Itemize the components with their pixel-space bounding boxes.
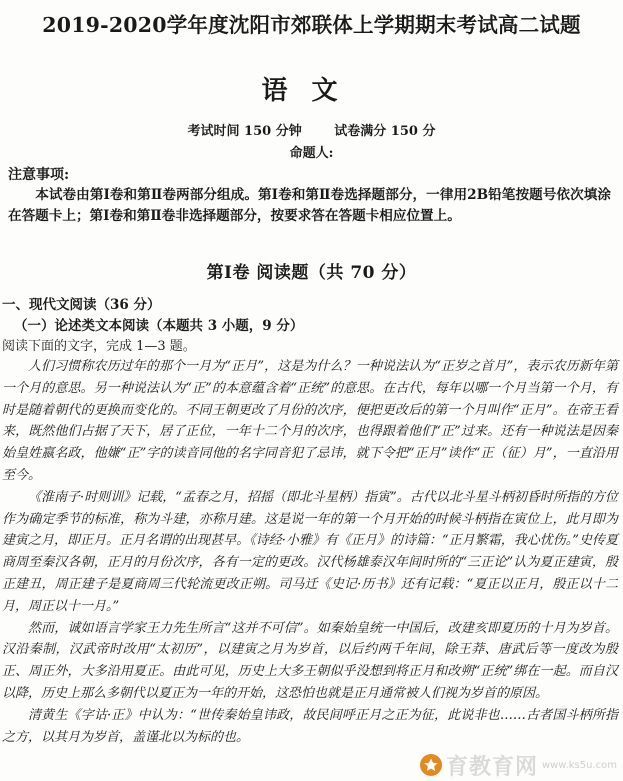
passage-paragraph: 人们习惯称农历过年的那个一月为“正月”，这是为什么？一种说法认为“正岁之首月”，表示农历新年第一个月的意思。另一种说法认为“正”的本意蕴含着“正统”的意思。在古代，每年以哪一个月当第一个月，有时是随着朝代的更换而变化的。不同王朝更改了月份的次序，便把更改后的第一个月叫作“正月”。在帝王看来，既然他们占据了天下，居了正位，一年十二个月的次序，也得跟着他们“正”过来。还有一种说法是因秦始皇姓嬴名政，他嫌“正”字的读音同他的名字同音犯了忌讳，就下令把“正月”读作“正（征）月”，一直沿用至今。 [2, 359, 618, 483]
section-title: 一、现代文阅读（36 分） [2, 297, 161, 313]
notice-heading: 注意事项: [8, 167, 70, 183]
part-title: 第Ⅰ卷 阅读题（共 70 分） [206, 263, 417, 283]
watermark-text: 育教育网 [445, 754, 538, 780]
reading-instruction: 阅读下面的文字，完成 1—3 题。 [2, 339, 196, 354]
exam-time: 考试时间 150 分钟 [187, 124, 302, 139]
notice-body: 本试卷由第Ⅰ卷和第Ⅱ卷两部分组成。第Ⅰ卷和第Ⅱ卷选择题部分，一律用2B铅笔按题号依次填涂在答题卡上；第Ⅰ卷和第Ⅱ卷非选择题部分，按要求答在答题卡相应位置上。 [8, 187, 611, 224]
setter-label: 命题人: [289, 146, 334, 161]
reading-passage [2, 356, 618, 748]
passage-paragraph: 清黄生《字诂·正》中认为：“世传秦始皇讳政，故民间呼正月之正为征，此说非也……古者国斗柄所指之方，以其月为岁首，盖谨北以为标的也。 [2, 707, 618, 745]
passage-paragraph: 然而，诚如语言学家王力先生所言“这并不可信”。如秦始皇统一中国后，改建亥即夏历的十月为岁首。汉沿秦制，汉武帝时改用“太初历”，以建寅之月为岁首，以后约两千年间，除王莽、唐武后等一度改为殷正、周正外，大多沿用夏正。由此可见，历史上大多王朝似乎没想到将正月和改朔“正统”绑在一起。而自汉以降，历史上那么多朝代以夏正为一年的开始，这恐怕也就是正月通常被人们视为岁首的原因。 [2, 620, 618, 701]
exam-info [0, 120, 623, 139]
watermark [420, 752, 617, 778]
watermark-url: www.ks5u.com [541, 759, 617, 771]
subject-title: 语文 [261, 76, 362, 106]
passage-paragraph: 《淮南子·时则训》记载，“孟春之月，招摇（即北斗星柄）指寅”。古代以北斗星斗柄初昏时所指的方位作为确定季节的标准，称为斗建，亦称月建。这是说一年的第一个月开始的时候斗柄指在寅位上，此月即为建寅之月，即正月。正月名谓的出现甚早。《诗经·小雅》有《正月》的诗篇：“正月繁霜，我心忧伤。”史传夏商周至秦汉各朝，正月的月份次序，各有一定的更改。汉代杨雄泰汉年间时所的“三正论”认为夏正建寅，殷正建丑，周正建子是夏商周三代轮流更改正朔。司马迁《史记·历书》还有记载：“夏正以正月，殷正以十二月，周正以十一月。” [2, 489, 618, 614]
full-score: 试卷满分 150 分 [334, 124, 436, 139]
subsection-title: （一）论述类文本阅读（本题共 3 小题，9 分） [14, 318, 304, 334]
exam-title: 2019-2020学年度沈阳市郊联体上学期期末考试高二试题 [42, 13, 581, 37]
star-logo-icon [420, 754, 442, 776]
